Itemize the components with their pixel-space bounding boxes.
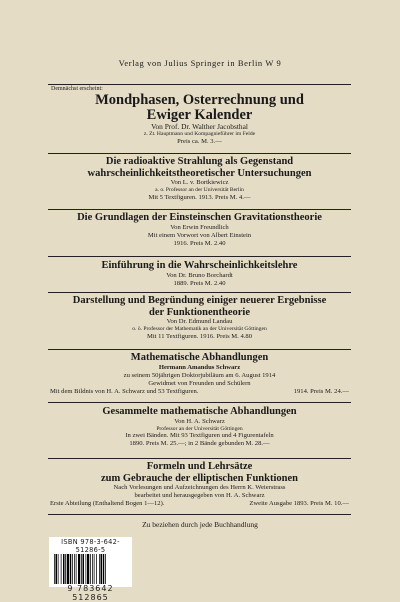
entry-title: Formeln und Lehrsätze (146, 461, 253, 472)
entry-affiliation: Professor an der Universität Göttingen (156, 425, 243, 432)
entry-info: bearbeitet und herausgegeben von H. A. Schwarz (134, 492, 265, 499)
entry-affiliation: o. ö. Professor der Mathematik an der Universität Göttingen (132, 326, 267, 332)
entry-wahrscheinlichkeitslehre (48, 260, 351, 288)
entry-title: Ewiger Kalender (146, 107, 253, 123)
barcode-bar (72, 554, 73, 584)
barcode-bar (78, 554, 80, 584)
entry-dedication: Gewidmet von Freunden und Schülern (148, 379, 251, 387)
entry-author: Hermann Amandus Schwarz (158, 363, 241, 371)
entry-title: der Funktionentheorie (148, 306, 251, 318)
barcode-bar (75, 554, 76, 584)
barcode-bar (99, 554, 100, 584)
entry-title: Die Grundlagen der Einsteinschen Gravitationstheorie (77, 212, 322, 223)
entry-author: Von Prof. Dr. Walther Jacobsthal (151, 122, 248, 131)
divider (48, 458, 351, 459)
entry-title: Mathematische Abhandlungen (130, 352, 269, 363)
entry-info-left: Erste Abteilung (Enthaltend Bogen 1—12). (50, 500, 165, 507)
entry-info: Mit 5 Textfiguren. 1913. Preis M. 4.— (148, 193, 251, 201)
entry-title: zum Gebrauche der elliptischen Funktionen (101, 472, 298, 484)
barcode-bar (102, 554, 104, 584)
divider (48, 153, 351, 154)
barcode-bar (81, 554, 82, 584)
barcode-bar (100, 554, 102, 584)
divider (48, 402, 351, 403)
entry-price: Preis ca. M. 3.— (177, 137, 222, 145)
divider (48, 292, 351, 293)
entry-mathematische-abhandlungen (48, 352, 351, 396)
entry-info-left: Mit dem Bildnis von H. A. Schwarz und 53 Textfiguren. (50, 387, 199, 395)
barcode-bar (66, 554, 68, 584)
barcode-bar (92, 554, 93, 584)
entry-foreword: Mit einem Vorwort von Albert Einstein (147, 231, 252, 239)
entry-info: 1916. Preis M. 2.40 (173, 239, 226, 247)
entry-info: 1890. Preis M. 25.—; in 2 Bände gebunden M. 28.— (129, 440, 270, 447)
barcode-bar (63, 554, 65, 584)
entry-dedication: zu seinem 50jährigen Doktorjubiläum am 6. August 1914 (123, 371, 276, 379)
entry-affiliation: a. o. Professor an der Universität Berlin (155, 187, 244, 193)
divider (48, 349, 351, 350)
entry-info-right: 1914. Preis M. 24.— (293, 387, 349, 395)
barcode-bar (55, 554, 57, 584)
entry-author: Von H. A. Schwarz (174, 417, 225, 425)
entry-funktionentheorie (48, 295, 351, 341)
divider (48, 514, 351, 515)
entry-formeln-lehrsaetze (48, 461, 351, 508)
barcode-bar (74, 554, 75, 584)
barcode-bar (93, 554, 94, 584)
announcement-note: Demnächst erscheint: (51, 86, 103, 92)
entry-gravitationstheorie (48, 212, 351, 248)
publisher-line: Verlag von Julius Springer in Berlin W 9 (118, 58, 282, 68)
entry-title: wahrscheinlichkeitstheoretischer Untersuchungen (87, 167, 312, 179)
footer-note: Zu beziehen durch jede Buchhandlung (142, 520, 258, 529)
barcode-bar (90, 554, 91, 584)
barcode-bar (54, 554, 55, 584)
entry-gesammelte-abhandlungen (48, 406, 351, 448)
barcode-bar (69, 554, 71, 584)
entry-info (48, 388, 351, 396)
barcode-bar (105, 554, 106, 584)
barcode-bar (96, 554, 97, 584)
barcode-bar (85, 554, 86, 584)
entry-title: Gesammelte mathematische Abhandlungen (102, 406, 297, 417)
entry-title: Darstellung und Begründung einiger neuerer Ergebnisse (72, 295, 327, 306)
barcode-bar (82, 554, 84, 584)
entry-info-right: Zweite Ausgabe 1893. Preis M. 10.— (249, 500, 349, 507)
entry-title: Einführung in die Wahrscheinlichkeitslehre (101, 260, 298, 271)
entry-info: In zwei Bänden. Mit 93 Textfiguren und 4 Figurentafeln (125, 432, 274, 439)
barcode-bar (60, 554, 61, 584)
entry-author: Von Dr. Edmund Landau (166, 318, 233, 325)
entry-author: Von L. v. Bortkiewicz (170, 179, 229, 186)
barcode-bars (53, 554, 129, 584)
entry-info (48, 500, 351, 508)
entry-author: Von Dr. Bruno Borchardt (166, 271, 233, 279)
divider (48, 209, 351, 210)
entry-info: 1889. Preis M. 2.40 (173, 279, 226, 287)
barcode-bar (65, 554, 66, 584)
divider (48, 256, 351, 257)
isbn-label: ISBN 978-3-642-51286-5 (61, 538, 120, 554)
entry-title: Mondphasen, Osterrechnung und (95, 92, 304, 108)
entry-info: Mit 11 Textfiguren. 1916. Preis M. 4.80 (146, 332, 253, 340)
entry-title: Die radioaktive Strahlung als Gegenstand (105, 156, 294, 167)
entry-info: Nach Vorlesungen und Aufzeichnungen des Herrn K. Weierstrass (113, 484, 286, 491)
entry-mondphasen (48, 84, 351, 146)
isbn-barcode (49, 537, 132, 602)
barcode-bar (57, 554, 58, 584)
isbn-digits: 9 783642 512865 (67, 584, 114, 602)
entry-author: Von Erwin Freundlich (170, 223, 229, 231)
barcode-bar (87, 554, 89, 584)
entry-radioaktive (48, 156, 351, 202)
entry-affiliation: z. Zt. Hauptmann und Kompagnieführer im Felde (143, 131, 256, 137)
